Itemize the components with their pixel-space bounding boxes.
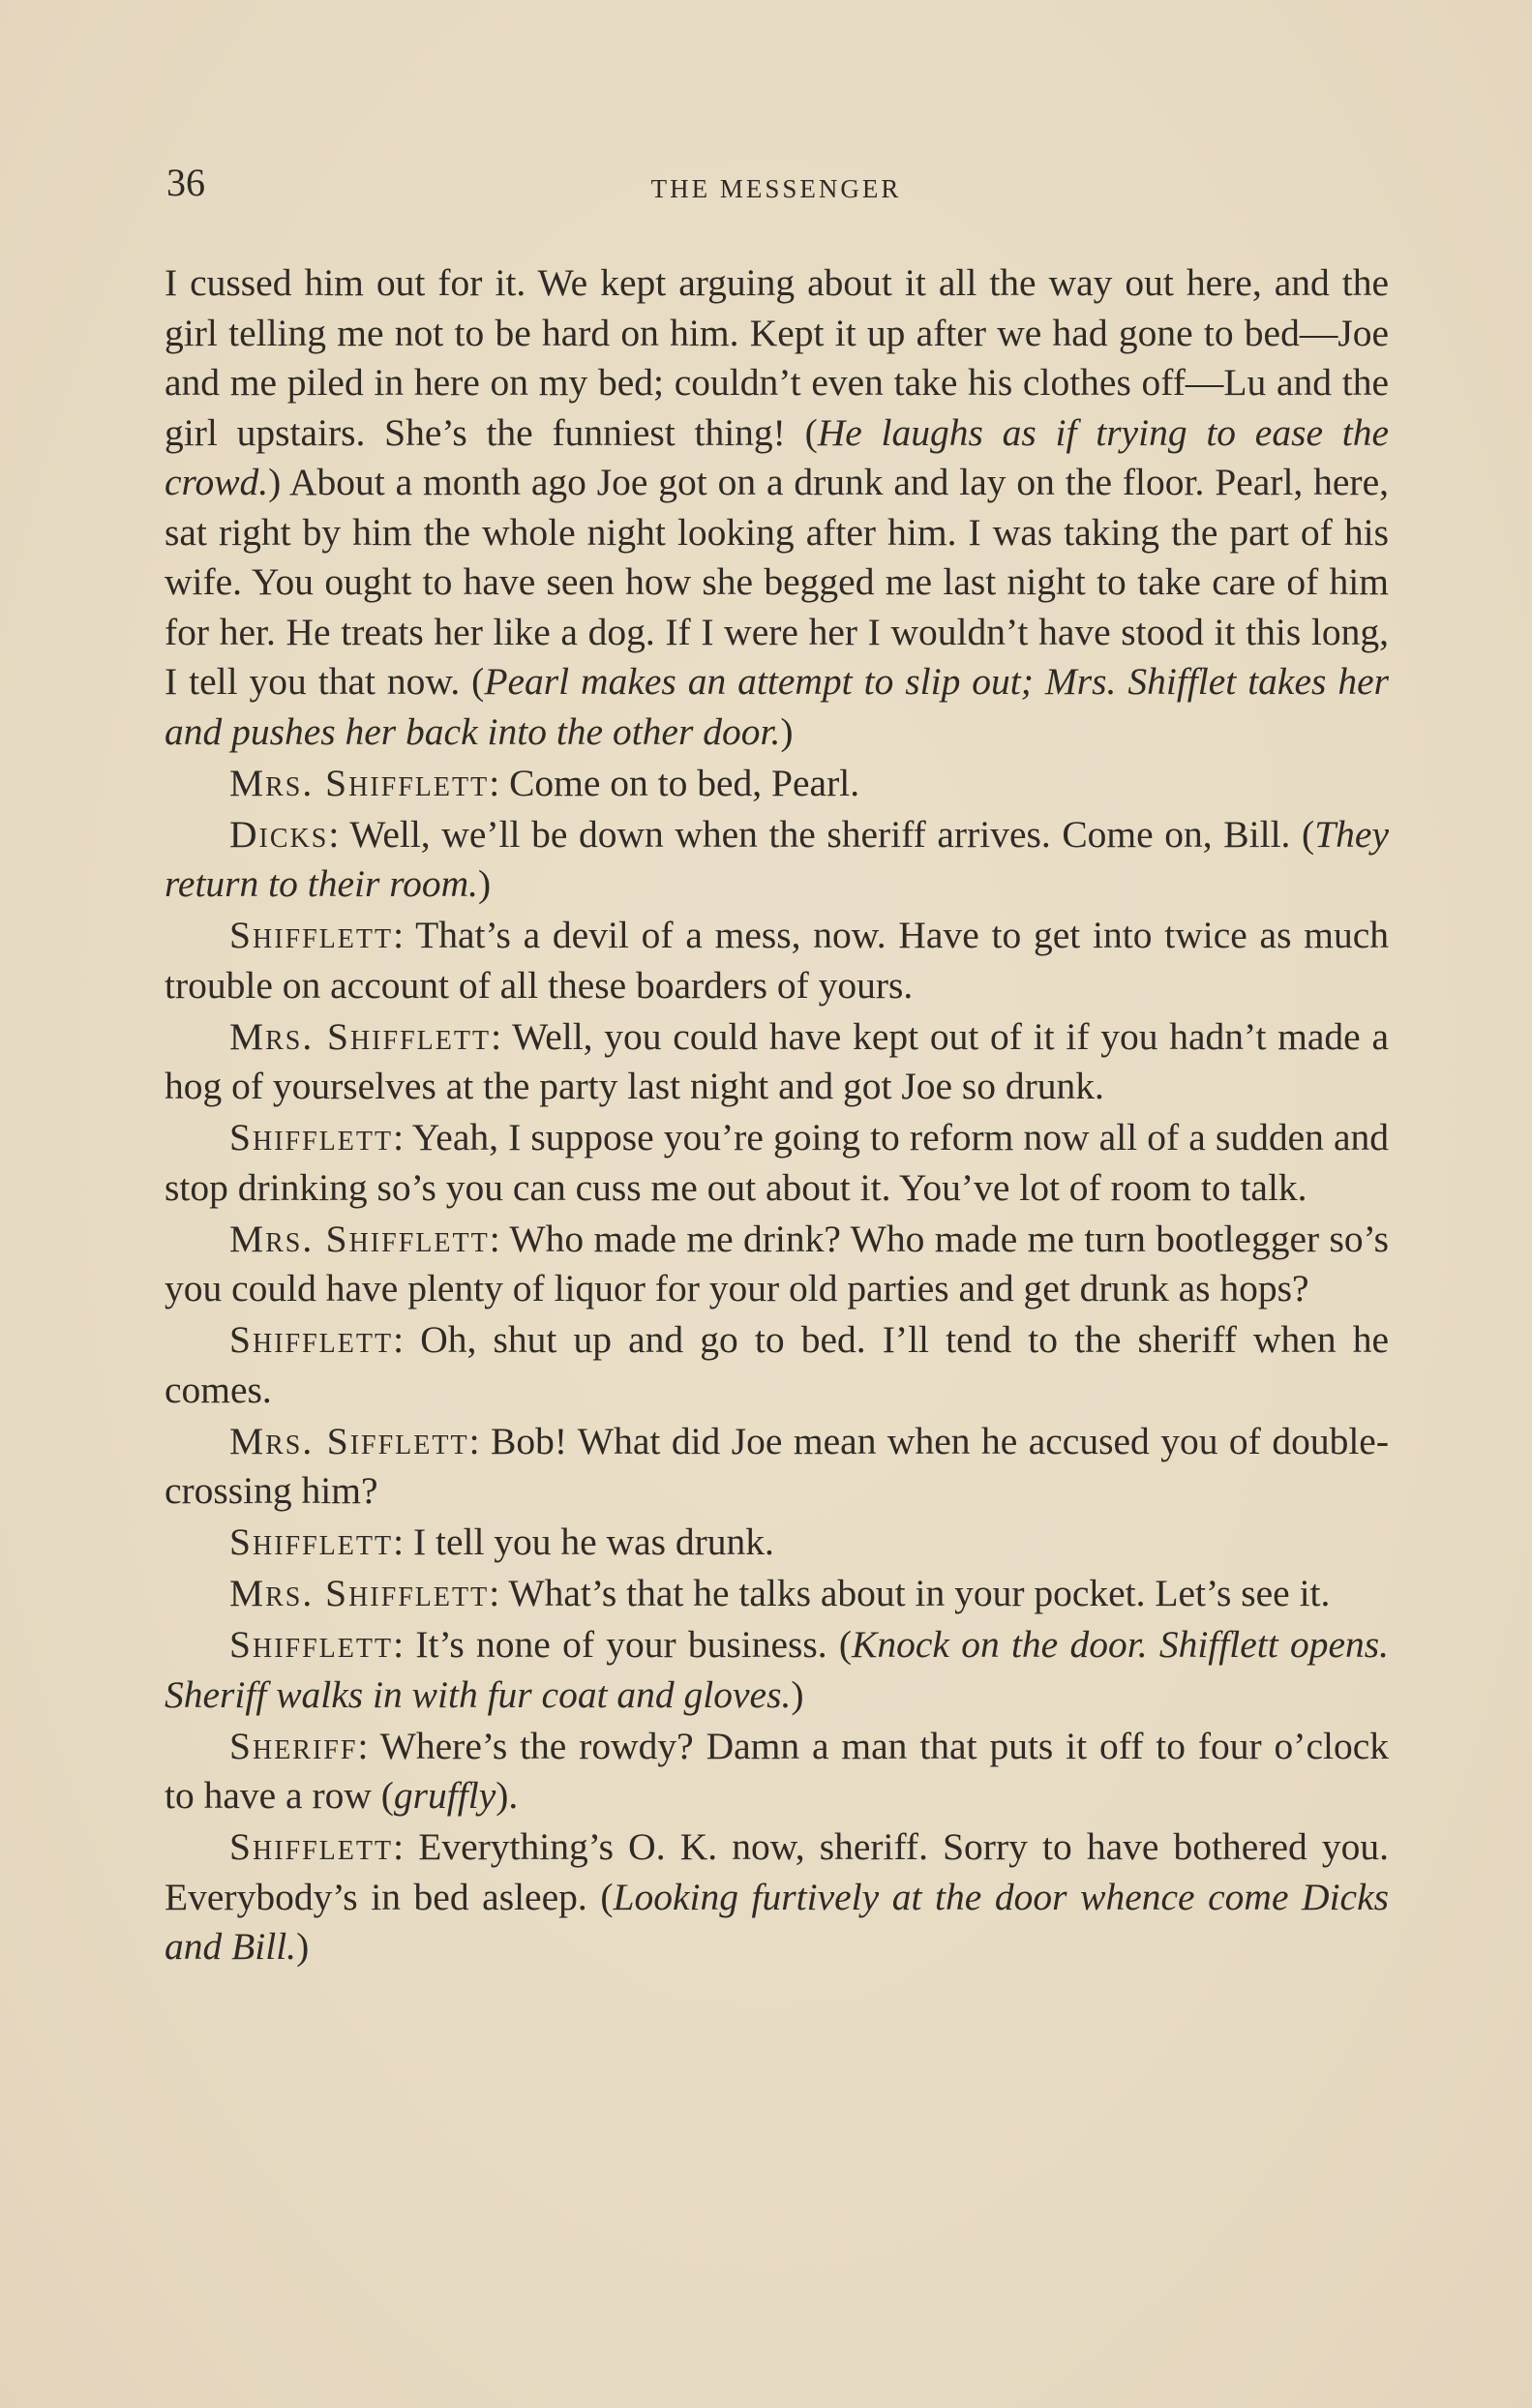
paragraph-text: ) — [780, 709, 794, 753]
page-header — [166, 160, 1386, 218]
paragraph-text: I cussed him out for it. We kept arguing about it all the way out here, and the girl telling me not to be hard on him. Kept it up after we had gone to bed—Joe and me piled in here on my bed; couldn’t even take his clothes off—Lu and the girl upstairs. She’s the funniest thing! ( — [165, 261, 1389, 454]
stage-direction: He laughs as if trying to ease the crowd. — [165, 410, 1389, 503]
dialogue-line — [165, 1822, 1389, 1972]
stage-direction: Pearl makes an attempt to slip out; Mrs. Shifflet takes her and pushes her back into the other door. — [165, 660, 1389, 753]
dialogue-text: It’s none of your business. ( — [404, 1623, 853, 1666]
speaker-name: Mrs. Sifflett — [229, 1419, 469, 1462]
speaker-colon: : — [468, 1419, 480, 1462]
speaker-colon: : — [393, 914, 405, 956]
dialogue-line — [165, 1722, 1389, 1821]
dialogue-text: ) — [478, 862, 492, 905]
dialogue-text: Well, we’ll be down when the sheriff arrives. Come on, Bill. ( — [339, 812, 1315, 856]
speaker-name: Shifflett — [229, 1116, 394, 1159]
dialogue-line — [165, 1315, 1389, 1415]
speaker-name: Shifflett — [229, 1520, 394, 1563]
dialogue-text: What’s that he talks about in your pocket. Let’s see it. — [499, 1572, 1331, 1614]
speaker-colon: : — [489, 761, 500, 804]
dialogue-text: Come on to bed, Pearl. — [499, 761, 860, 804]
speaker-colon: : — [328, 812, 340, 856]
dialogue-line — [165, 1113, 1389, 1213]
dialogue-line — [165, 1518, 1389, 1568]
stage-direction: They return to their room. — [165, 812, 1389, 905]
dialogue-text: Yeah, I suppose you’re going to reform now all of a sudden and stop drinking so’s you can cuss me out about it. You’ve lot of room to talk. — [165, 1116, 1389, 1209]
paragraph-continuation — [165, 258, 1389, 757]
speaker-colon: : — [393, 1318, 405, 1361]
dialogue-line — [165, 1012, 1389, 1112]
stage-direction: Looking furtively at the door whence come Dicks and Bill. — [165, 1875, 1389, 1968]
speaker-name: Mrs. Shifflett — [229, 1014, 492, 1058]
speaker-name: Mrs. Shifflett — [229, 761, 490, 804]
speaker-name: Shifflett — [229, 1825, 394, 1868]
speaker-colon: : — [393, 1825, 405, 1868]
speaker-colon: : — [489, 1572, 500, 1614]
speaker-name: Shifflett — [229, 1318, 394, 1361]
stage-direction: Knock on the door. Shifflett opens. Sheriff walks in with fur coat and gloves. — [165, 1623, 1389, 1716]
dialogue-line — [165, 1569, 1389, 1619]
speaker-colon: : — [357, 1724, 369, 1767]
speaker-name: Mrs. Shifflett — [229, 1217, 490, 1260]
speaker-colon: : — [393, 1623, 405, 1666]
paragraph-text: ) About a month ago Joe got on a drunk and lay on the floor. Pearl, here, sat right by him the whole night looking after him. I was taking the part of his wife. You ought to have seen how she begged me last night to take care of him for her. He treats her like a dog. If I were her I wouldn’t have stood it this long, I tell you that now. ( — [165, 461, 1389, 703]
speaker-colon: : — [491, 1014, 502, 1058]
dialogue-line — [165, 759, 1389, 809]
dialogue-line — [165, 1620, 1389, 1720]
speaker-name: Shifflett — [229, 914, 394, 956]
dialogue-line — [165, 911, 1389, 1010]
stage-direction: gruffly — [393, 1774, 496, 1817]
dialogue-line — [165, 810, 1389, 910]
speaker-name: Dicks — [229, 812, 329, 856]
dialogue-text: I tell you he was drunk. — [404, 1520, 774, 1563]
dialogue-text: ) — [296, 1925, 310, 1968]
dialogue-line — [165, 1417, 1389, 1517]
dialogue-text: Oh, shut up and go to bed. I’ll tend to the sheriff when he comes. — [165, 1318, 1389, 1411]
speaker-colon: : — [489, 1217, 500, 1260]
dialogue-text: Well, you could have kept out of it if you hadn’t made a hog of yourselves at the party last night and got Joe so drunk. — [165, 1014, 1389, 1107]
dialogue-text: Where’s the rowdy? Damn a man that puts it off to four o’clock to have a row ( — [165, 1724, 1389, 1817]
dialogue-text: Bob! What did Joe mean when he accused you of double-crossing him? — [165, 1419, 1389, 1512]
speaker-colon: : — [393, 1520, 405, 1563]
speaker-name: Shifflett — [229, 1623, 394, 1666]
body-text — [165, 258, 1389, 1973]
speaker-name: Sheriff — [229, 1724, 358, 1767]
dialogue-text: ). — [496, 1774, 519, 1817]
dialogue-text: ) — [791, 1672, 804, 1716]
dialogue-text: Everything’s O. K. now, sheriff. Sorry to have bothered you. Everybody’s in bed asleep. ( — [165, 1825, 1389, 1918]
dialogue-text: Who made me drink? Who made me turn bootlegger so’s you could have plenty of liquor for your old parties and get drunk as hops? — [165, 1217, 1389, 1309]
speaker-colon: : — [393, 1116, 405, 1159]
speaker-name: Mrs. Shifflett — [229, 1572, 490, 1614]
page-number: 36 — [166, 161, 205, 204]
dialogue-text: That’s a devil of a mess, now. Have to get into twice as much trouble on account of all these boarders of yours. — [165, 914, 1389, 1007]
dialogue-line — [165, 1215, 1389, 1314]
running-head: THE MESSENGER — [650, 174, 902, 203]
